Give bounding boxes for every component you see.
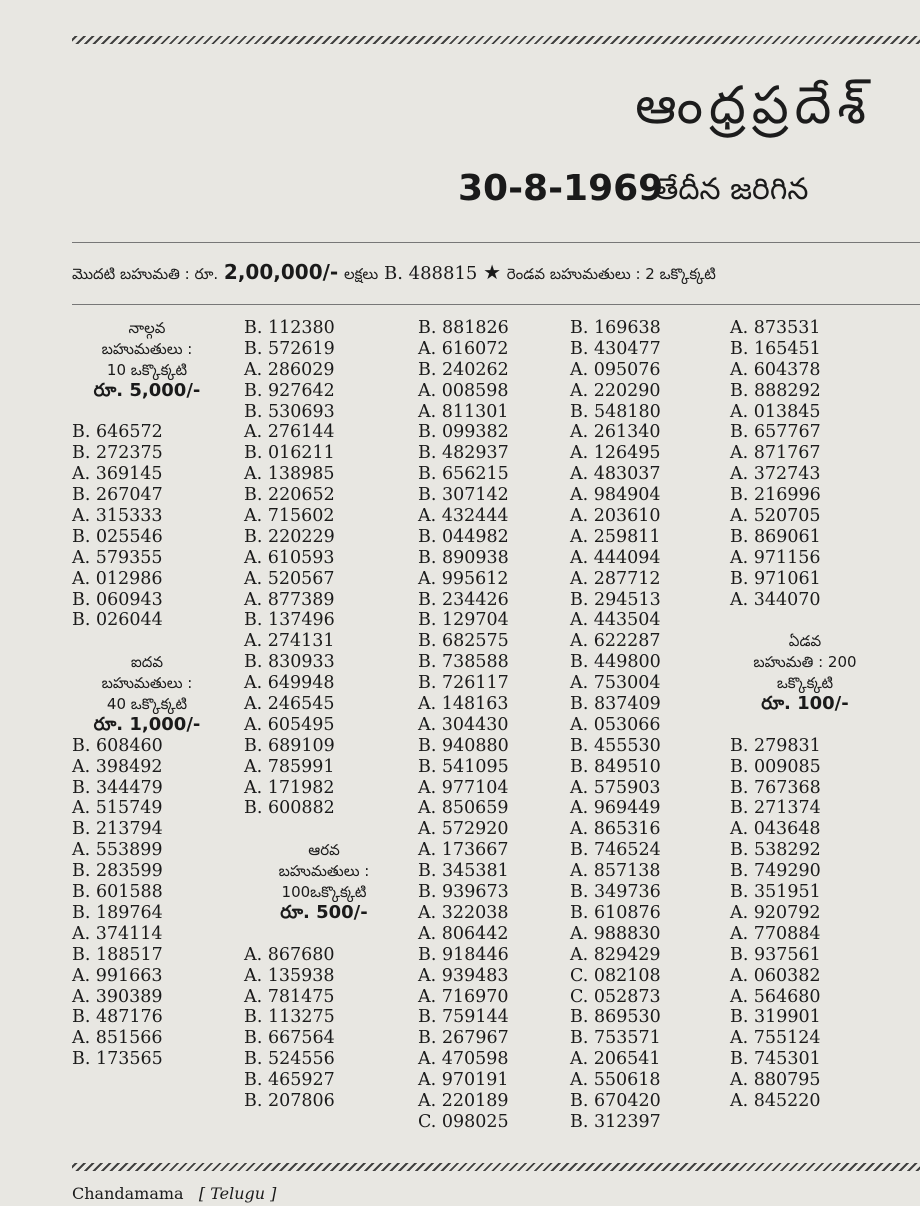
ticket-number: B. 667564: [244, 1028, 335, 1049]
fifth-prize-amount: రూ. 1,000/-: [93, 713, 201, 735]
ticket-number: A. 276144: [244, 422, 335, 443]
ticket-number: A. 871767: [730, 443, 821, 464]
ticket-number: B. 430477: [570, 338, 661, 359]
ticket-number: A. 304430: [418, 714, 509, 735]
ticket-number: A. 374114: [72, 923, 163, 944]
ticket-number: B. 189764: [72, 902, 163, 923]
ticket-number: B. 455530: [570, 735, 661, 756]
ticket-number: A. 880795: [730, 1070, 821, 1091]
column-3: [418, 318, 568, 1133]
ticket-number: B. 344479: [72, 777, 163, 798]
ticket-number: A. 261340: [570, 422, 661, 443]
ticket-number: A. 483037: [570, 464, 661, 485]
ticket-number: A. 984904: [570, 485, 661, 506]
ticket-number: A. 753004: [570, 673, 661, 694]
ticket-number: A. 575903: [570, 777, 661, 798]
ticket-number: A. 126495: [570, 443, 661, 464]
ticket-number: A. 369145: [72, 464, 163, 485]
ticket-number: B. 026044: [72, 610, 163, 631]
ticket-number: B. 137496: [244, 610, 335, 631]
ticket-number: A. 572920: [418, 819, 509, 840]
ticket-number: B. 646572: [72, 422, 163, 443]
bottom-decorative-border: [72, 1163, 920, 1171]
sixth-prize-count: 100ఒక్కొక్కటి: [281, 883, 367, 902]
ticket-number: B. 746524: [570, 840, 661, 861]
ticket-number: B. 610876: [570, 902, 661, 923]
ticket-number: B. 234426: [418, 589, 509, 610]
ticket-number: B. 207806: [244, 1090, 335, 1111]
first-prize-amount: 2,00,000/-: [223, 260, 339, 284]
ticket-number: B. 918446: [418, 944, 509, 965]
ticket-number: A. 043648: [730, 819, 821, 840]
ticket-number: B. 940880: [418, 735, 509, 756]
ticket-number: B. 738588: [418, 652, 509, 673]
ticket-number: B. 267967: [418, 1028, 509, 1049]
ticket-number: A. 220290: [570, 380, 661, 401]
ticket-number: A. 060382: [730, 965, 821, 986]
ticket-number: B. 767368: [730, 777, 821, 798]
ticket-number: A. 520567: [244, 568, 335, 589]
ticket-number: B. 009085: [730, 756, 821, 777]
language-tag: [ Telugu ]: [198, 1184, 277, 1203]
ticket-number: B. 044982: [418, 526, 509, 547]
ticket-number: B. 220229: [244, 526, 335, 547]
ticket-number: A. 344070: [730, 589, 821, 610]
ticket-number: A. 829429: [570, 944, 661, 965]
ticket-number: B. 601588: [72, 882, 163, 903]
ticket-number: B. 869530: [570, 1007, 661, 1028]
ticket-number: B. 169638: [570, 318, 661, 338]
magazine-name: Chandamama: [72, 1184, 184, 1203]
ticket-number: B. 482937: [418, 443, 509, 464]
header-rule: [72, 242, 920, 243]
ticket-number: B. 216996: [730, 485, 821, 506]
ticket-number: B. 657767: [730, 422, 821, 443]
ticket-number: A. 443504: [570, 610, 661, 631]
ticket-number: A. 398492: [72, 756, 163, 777]
ticket-number: A. 988830: [570, 923, 661, 944]
ticket-number: B. 670420: [570, 1090, 661, 1111]
fifth-prize-count: 40 ఒక్కొక్కటి: [106, 695, 188, 714]
ticket-number: A. 865316: [570, 819, 661, 840]
ticket-number: A. 470598: [418, 1049, 509, 1070]
ticket-number: B. 165451: [730, 338, 821, 359]
ticket-number: A. 372743: [730, 464, 821, 485]
ticket-number: A. 845220: [730, 1090, 821, 1111]
ticket-number: A. 173667: [418, 840, 509, 861]
sixth-prize-amount: రూ. 500/-: [280, 901, 368, 923]
ticket-number: B. 749290: [730, 861, 821, 882]
ticket-number: B. 608460: [72, 735, 163, 756]
ticket-number: B. 888292: [730, 380, 821, 401]
ticket-number: B. 837409: [570, 694, 661, 715]
ticket-number: A. 971156: [730, 547, 821, 568]
ticket-number: A. 970191: [418, 1070, 509, 1091]
first-prize-label: మొదటి బహుమతి : రూ.: [72, 265, 219, 283]
fourth-prize-amount: రూ. 5,000/-: [93, 379, 201, 401]
ticket-number: C. 052873: [570, 986, 661, 1007]
ticket-number: A. 977104: [418, 777, 509, 798]
ticket-number: A. 616072: [418, 338, 509, 359]
ticket-number: A. 579355: [72, 547, 163, 568]
ticket-number: B. 937561: [730, 944, 821, 965]
ticket-number: B. 745301: [730, 1049, 821, 1070]
ticket-number: B. 220652: [244, 485, 335, 506]
ticket-number: A. 520705: [730, 506, 821, 527]
first-prize-number: B. 488815: [383, 263, 478, 284]
ticket-number: A. 991663: [72, 965, 163, 986]
fifth-prize-numbers: [72, 736, 222, 1070]
ticket-number: B. 272375: [72, 443, 163, 464]
ticket-number: A. 287712: [570, 568, 661, 589]
ticket-number: B. 524556: [244, 1049, 335, 1070]
ticket-number: A. 939483: [418, 965, 509, 986]
ticket-number: B. 351951: [730, 882, 821, 903]
ticket-number: B. 307142: [418, 485, 509, 506]
fourth-prize-count: 10 ఒక్కొక్కటి: [106, 360, 188, 379]
ticket-number: B. 271374: [730, 798, 821, 819]
ticket-number: B. 113275: [244, 1007, 335, 1028]
ticket-number: B. 099382: [418, 422, 509, 443]
ticket-number: A. 770884: [730, 923, 821, 944]
ticket-number: A. 851566: [72, 1028, 163, 1049]
ticket-number: B. 849510: [570, 756, 661, 777]
ticket-number: A. 315333: [72, 506, 163, 527]
spacer: [72, 402, 222, 423]
star-icon: ★: [483, 260, 502, 284]
ticket-number: B. 465927: [244, 1070, 335, 1091]
column-4: [570, 318, 720, 1133]
prize-line-rule: [72, 304, 920, 305]
ticket-number: A. 873531: [730, 318, 821, 338]
ticket-number: B. 726117: [418, 673, 509, 694]
footer: [72, 1184, 276, 1203]
fifth-prize-title: ఐదవ: [130, 653, 164, 672]
ticket-number: A. 259811: [570, 526, 661, 547]
ticket-number: A. 716970: [418, 986, 509, 1007]
ticket-number: B. 830933: [244, 652, 335, 673]
ticket-number: A. 857138: [570, 861, 661, 882]
ticket-number: B. 682575: [418, 631, 509, 652]
ticket-number: A. 867680: [244, 944, 335, 965]
ticket-number: A. 969449: [570, 798, 661, 819]
ticket-number: A. 206541: [570, 1049, 661, 1070]
ticket-number: A. 850659: [418, 798, 509, 819]
ticket-number: A. 013845: [730, 401, 821, 422]
draw-date: 30-8-1969: [458, 168, 664, 209]
sixth-prize-label: బహుమతులు :: [278, 862, 370, 881]
ticket-number: A. 785991: [244, 756, 335, 777]
second-prize-label: రెండవ బహుమతులు : 2 ఒక్కొక్కటి: [506, 265, 716, 283]
ticket-number: A. 877389: [244, 589, 335, 610]
page-title-state: ఆంధ్రప్రదేశ్: [635, 76, 872, 136]
ticket-number: B. 294513: [570, 589, 661, 610]
ticket-number: B. 890938: [418, 547, 509, 568]
ticket-number: B. 541095: [418, 756, 509, 777]
ticket-number: B. 213794: [72, 819, 163, 840]
ticket-number: B. 112380: [244, 318, 335, 338]
ticket-number: A. 135938: [244, 965, 335, 986]
spacer: [730, 610, 880, 631]
seventh-prize-amount: రూ. 100/-: [761, 693, 849, 715]
ticket-number: A. 781475: [244, 986, 335, 1007]
ticket-number: B. 173565: [72, 1049, 163, 1070]
ticket-number: B. 129704: [418, 610, 509, 631]
ticket-number: B. 753571: [570, 1028, 661, 1049]
sixth-prize-title: ఆరవ: [308, 841, 340, 860]
seventh-prize-title: ఏడవ: [788, 632, 822, 651]
ticket-number: A. 622287: [570, 631, 661, 652]
ticket-number: A. 203610: [570, 506, 661, 527]
ticket-number: B. 016211: [244, 443, 335, 464]
ticket-number: B. 283599: [72, 861, 163, 882]
ticket-number: B. 487176: [72, 1007, 163, 1028]
ticket-number: B. 600882: [244, 798, 335, 819]
ticket-number: B. 759144: [418, 1007, 509, 1028]
ticket-number: B. 656215: [418, 464, 509, 485]
ticket-number: A. 564680: [730, 986, 821, 1007]
spacer: [72, 631, 222, 652]
spacer: [244, 819, 404, 840]
ticket-number: B. 312397: [570, 1111, 661, 1132]
ticket-number: B. 572619: [244, 338, 335, 359]
ticket-number: A. 095076: [570, 359, 661, 380]
column-1: [72, 318, 222, 1070]
ticket-number: A. 274131: [244, 631, 335, 652]
spacer: [730, 715, 880, 736]
ticket-number: A. 390389: [72, 986, 163, 1007]
ticket-number: A. 995612: [418, 568, 509, 589]
ticket-number: B. 345381: [418, 861, 509, 882]
ticket-number: A. 553899: [72, 840, 163, 861]
fourth-prize-numbers: [72, 422, 222, 631]
first-second-prize-line: [72, 260, 920, 287]
ticket-number: B. 449800: [570, 652, 661, 673]
ticket-number: B. 538292: [730, 840, 821, 861]
ticket-number: A. 755124: [730, 1028, 821, 1049]
seventh-prize-count: ఒక్కొక్కటి: [776, 674, 834, 693]
ticket-number: A. 444094: [570, 547, 661, 568]
ticket-number: A. 715602: [244, 506, 335, 527]
ticket-number: B. 939673: [418, 882, 509, 903]
ticket-number: A. 550618: [570, 1070, 661, 1091]
ticket-number: B. 881826: [418, 318, 509, 338]
ticket-number: A. 649948: [244, 673, 335, 694]
ticket-number: C. 098025: [418, 1111, 509, 1132]
ticket-number: A. 610593: [244, 547, 335, 568]
top-decorative-border: [72, 36, 920, 44]
ticket-number: B. 279831: [730, 735, 821, 756]
ticket-number: B. 530693: [244, 401, 335, 422]
ticket-number: B. 869061: [730, 526, 821, 547]
fifth-prize-numbers-cont: [244, 318, 404, 819]
ticket-number: A. 246545: [244, 694, 335, 715]
sixth-prize-numbers: [244, 945, 404, 1112]
ticket-number: B. 025546: [72, 526, 163, 547]
ticket-number: B. 927642: [244, 380, 335, 401]
draw-held-text: తేదీన జరిగిన: [655, 172, 809, 207]
ticket-number: A. 053066: [570, 714, 661, 735]
ticket-number: A. 171982: [244, 777, 335, 798]
ticket-number: A. 012986: [72, 568, 163, 589]
ticket-number: B. 319901: [730, 1007, 821, 1028]
fifth-prize-label: బహుమతులు :: [101, 674, 193, 693]
ticket-number: B. 689109: [244, 735, 335, 756]
ticket-number: B. 548180: [570, 401, 661, 422]
ticket-number: A. 604378: [730, 359, 821, 380]
ticket-number: A. 806442: [418, 923, 509, 944]
ticket-number: A. 811301: [418, 401, 509, 422]
fourth-prize-title: నాల్గవ: [128, 319, 166, 337]
ticket-number: B. 188517: [72, 944, 163, 965]
ticket-number: A. 515749: [72, 798, 163, 819]
ticket-number: A. 286029: [244, 359, 335, 380]
ticket-number: A. 605495: [244, 714, 335, 735]
ticket-number: A. 920792: [730, 902, 821, 923]
ticket-number: A. 322038: [418, 902, 509, 923]
ticket-number: A. 008598: [418, 380, 509, 401]
ticket-number: C. 082108: [570, 965, 661, 986]
ticket-number: A. 148163: [418, 694, 509, 715]
fourth-prize-label: బహుమతులు :: [101, 339, 193, 358]
spacer: [244, 924, 404, 945]
lakhs-label: లక్షలు: [343, 265, 379, 283]
ticket-number: B. 349736: [570, 882, 661, 903]
ticket-number: B. 240262: [418, 359, 509, 380]
ticket-number: A. 432444: [418, 506, 509, 527]
column-5: [730, 318, 880, 1112]
ticket-number: B. 267047: [72, 485, 163, 506]
column-2: [244, 318, 404, 1112]
ticket-number: A. 220189: [418, 1090, 509, 1111]
seventh-prize-label: బహుమతి : 200: [753, 653, 857, 672]
sixth-prize-numbers-cont: [730, 318, 880, 610]
seventh-prize-numbers: [730, 736, 880, 1112]
ticket-number: A. 138985: [244, 464, 335, 485]
ticket-number: B. 971061: [730, 568, 821, 589]
ticket-number: B. 060943: [72, 589, 163, 610]
